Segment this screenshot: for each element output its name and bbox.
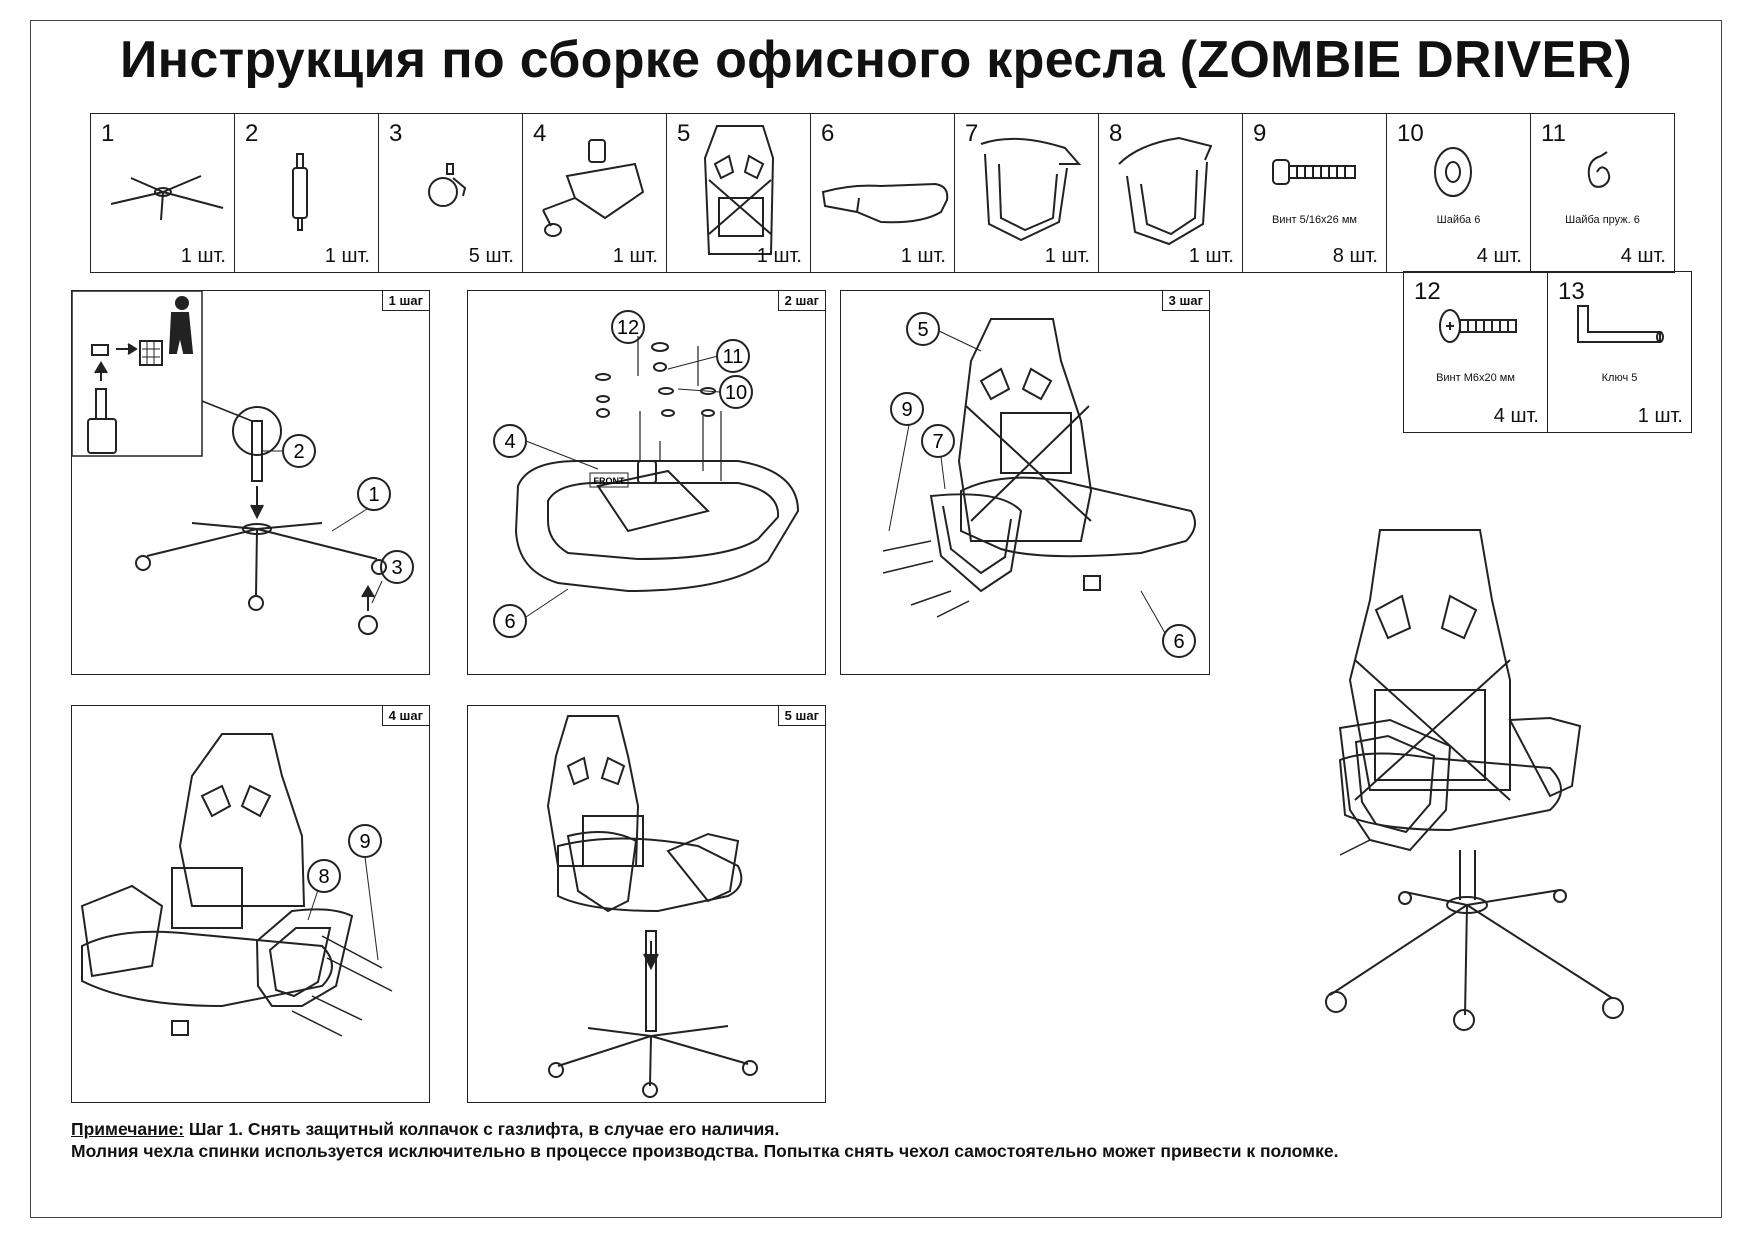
callout-8: 8	[318, 866, 330, 888]
callout-6: 6	[504, 611, 516, 633]
part-quantity: 1 шт.	[900, 245, 946, 267]
part-cell	[91, 114, 235, 273]
part-number: 3	[389, 120, 403, 147]
callout-12: 12	[616, 317, 640, 339]
callout-6: 6	[1173, 631, 1185, 653]
part-number: 8	[1109, 120, 1123, 147]
page-title: Инструкция по сборке офисного кресла (ZOMBIE DRIVER)	[119, 31, 1633, 89]
callout-5: 5	[917, 319, 929, 341]
part-number: 4	[533, 120, 547, 147]
part-number: 10	[1397, 120, 1424, 147]
part-number: 9	[1253, 120, 1267, 147]
step-3-illustration	[841, 291, 1211, 676]
callout-3: 3	[391, 557, 403, 579]
part-cell	[1404, 272, 1548, 433]
part-cell	[235, 114, 379, 273]
step-4-illustration	[72, 706, 431, 1104]
part-quantity: 1 шт.	[756, 245, 802, 267]
step-label: 4 шаг	[382, 705, 430, 726]
part-number: 6	[821, 120, 835, 147]
part-number: 11	[1541, 120, 1566, 147]
part-number: 5	[677, 120, 691, 147]
part-cell	[955, 114, 1099, 273]
step-label: 1 шаг	[382, 290, 430, 311]
part-quantity: 4 шт.	[1476, 245, 1522, 267]
part-caption: Шайба 6	[1436, 214, 1481, 226]
part-cell	[1387, 114, 1531, 273]
callout-2: 2	[293, 441, 305, 463]
part-quantity: 4 шт.	[1620, 245, 1666, 267]
part-caption: Шайба пруж. 6	[1565, 214, 1640, 226]
part-caption: Ключ 5	[1601, 372, 1638, 384]
callout-10: 10	[724, 382, 748, 404]
step-label: 2 шаг	[778, 290, 826, 311]
note-text-1: Шаг 1. Снять защитный колпачок с газлифта, в случае его наличия.	[184, 1119, 780, 1139]
step-4-panel	[71, 705, 430, 1103]
part-quantity: 1 шт.	[1044, 245, 1090, 267]
step-5-panel	[467, 705, 826, 1103]
part-quantity: 1 шт.	[180, 245, 226, 267]
part-number: 13	[1558, 278, 1585, 305]
step-2-illustration	[468, 291, 827, 676]
part-caption: Винт 5/16x26 мм	[1272, 214, 1357, 226]
callout-11: 11	[722, 346, 744, 368]
part-quantity: 4 шт.	[1493, 405, 1539, 427]
step-label: 5 шаг	[778, 705, 826, 726]
part-quantity: 1 шт.	[1637, 405, 1683, 427]
parts-table-extra	[1403, 271, 1692, 433]
part-cell	[523, 114, 667, 273]
part-quantity: 1 шт.	[324, 245, 370, 267]
part-caption: Винт М6x20 мм	[1436, 372, 1515, 384]
callout-9: 9	[901, 399, 913, 421]
callout-4: 4	[504, 431, 516, 453]
step-1-panel	[71, 290, 430, 675]
assembled-chair-illustration	[1310, 520, 1650, 1040]
step-3-panel	[840, 290, 1210, 675]
part-cell	[379, 114, 523, 273]
step-1-illustration	[72, 291, 431, 676]
step-label: 3 шаг	[1162, 290, 1210, 311]
part-cell	[811, 114, 955, 273]
part-quantity: 5 шт.	[468, 245, 514, 267]
part-cell	[1099, 114, 1243, 273]
part-number: 12	[1414, 278, 1441, 305]
parts-table	[90, 113, 1675, 273]
part-quantity: 8 шт.	[1332, 245, 1378, 267]
note-line-1	[71, 1118, 1338, 1140]
part-cell	[1531, 114, 1675, 273]
callout-9: 9	[359, 831, 371, 853]
part-number: 1	[101, 120, 115, 147]
note-label: Примечание:	[71, 1119, 185, 1139]
callout-7: 7	[932, 431, 944, 453]
step-5-illustration	[468, 706, 827, 1104]
part-cell	[667, 114, 811, 273]
part-quantity: 1 шт.	[612, 245, 658, 267]
part-cell	[1243, 114, 1387, 273]
part-quantity: 1 шт.	[1188, 245, 1234, 267]
part-number: 2	[245, 120, 259, 147]
part-cell	[1548, 272, 1692, 433]
step-2-panel	[467, 290, 826, 675]
note-text-2: Молния чехла спинки используется исключительно в процессе производства. Попытка снять чехол самостоятельно может привести к поломке.	[71, 1141, 1339, 1161]
callout-1: 1	[368, 484, 380, 506]
front-label: FRONT	[593, 476, 625, 486]
note-block	[71, 1118, 1338, 1162]
part-number: 7	[965, 120, 979, 147]
